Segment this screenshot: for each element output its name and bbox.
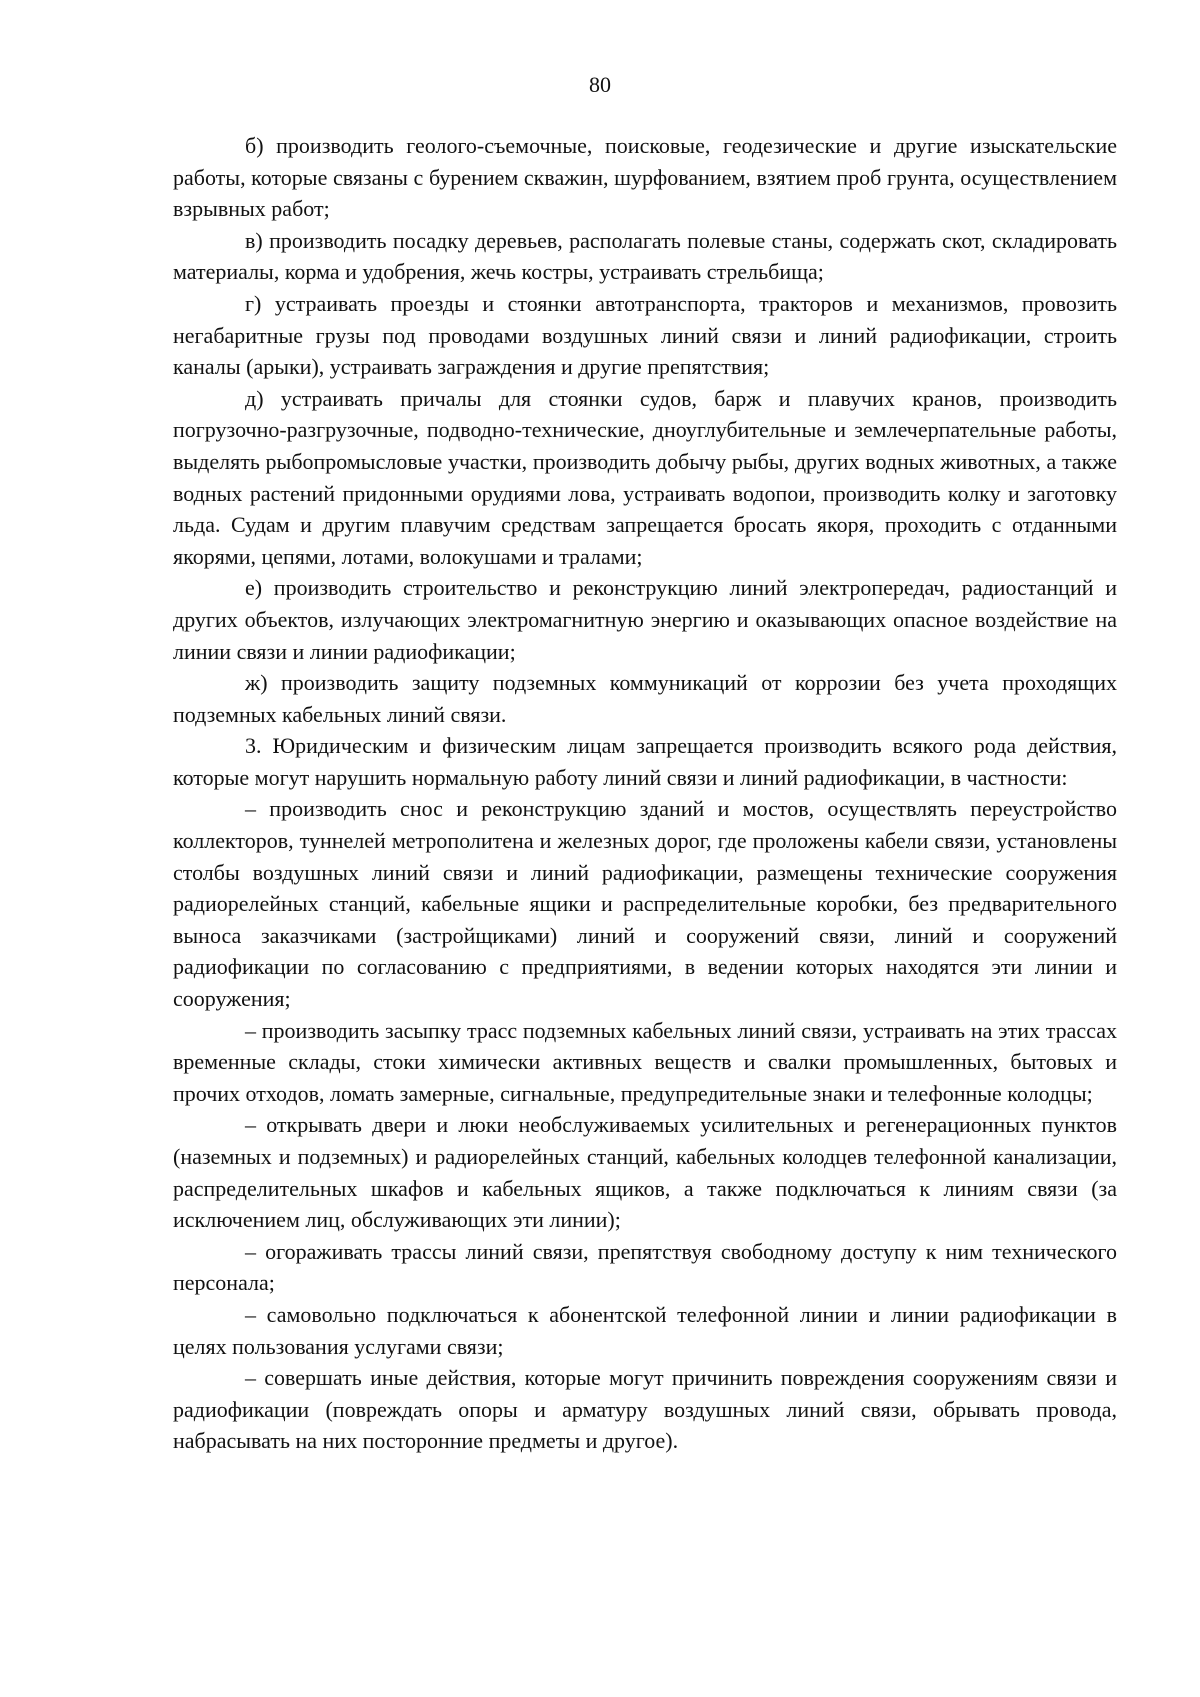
list-item-backfill: – производить засыпку трасс подземных кабельных линий связи, устраивать на этих трассах временные склады, стоки химически активных веществ и свалки промышленных, бытовых и прочих отходов, ломать замерные, сигнальные, предупредительные знаки и телефонные колодцы; (173, 1017, 1117, 1106)
paragraph-zh: ж) производить защиту подземных коммуникаций от коррозии без учета проходящих подземных кабельных линий связи. (173, 670, 1117, 727)
list-item-fencing: – огораживать трассы линий связи, препятствуя свободному доступу к ним технического персонала; (173, 1238, 1117, 1296)
list-item-other-actions: – совершать иные действия, которые могут причинить повреждения сооружениям связи и радиофикации (повреждать опоры и арматуру воздушных линий связи, обрывать провода, набрасывать на них посторонние предметы и другое). (173, 1365, 1117, 1454)
paragraph-e: е) производить строительство и реконструкцию линий электропередач, радиостанций и других объектов, излучающих электромагнитную энергию и оказывающих опасное воздействие на линии связи и линии радиофикации; (173, 575, 1117, 664)
page-number: 80 (589, 72, 611, 97)
list-item-open-doors: – открывать двери и люки необслуживаемых усилительных и регенерационных пунктов (наземных и подземных) и радиорелейных станций, кабельных колодцев телефонной канализации, распределительных шкафов и кабельных ящиков, а также подключаться к линиям связи (за исключением лиц, обслуживающих эти линии); (173, 1112, 1117, 1233)
list-item-demolition: – производить снос и реконструкцию зданий и мостов, осуществлять переустройство коллекторов, туннелей метрополитена и железных дорог, где проложены кабели связи, установлены столбы воздушных линий связи и линий радиофикации, размещены технические сооружения радиорелейных станций, кабельные ящики и распределительные коробки, без предварительного выноса заказчиками (застройщиками) линий и сооружений связи, линий и сооружений радиофикации по согласованию с предприятиями, в ведении которых находятся эти линии и сооружения; (173, 796, 1117, 1012)
list-item-unauthorized-connection: – самовольно подключаться к абонентской телефонной линии и линии радиофикации в целях пользования услугами связи; (173, 1301, 1117, 1359)
document-body (173, 130, 1117, 1457)
paragraph-g: г) устраивать проезды и стоянки автотранспорта, тракторов и механизмов, провозить негабаритные грузы под проводами воздушных линий связи и линий радиофикации, строить каналы (арыки), устраивать заграждения и другие препятствия; (173, 290, 1117, 380)
paragraph-section-3: 3. Юридическим и физическим лицам запрещается производить всякого рода действия, которые могут нарушить нормальную работу линий связи и линий радиофикации, в частности: (173, 733, 1117, 790)
paragraph-d: д) устраивать причалы для стоянки судов, барж и плавучих кранов, производить погрузочно-разгрузочные, подводно-технические, дноуглубительные и землечерпательные работы, выделять рыбопромысловые участки, производить добычу рыбы, других водных животных, а также водных растений придонными орудиями лова, устраивать водопои, производить колку и заготовку льда. Судам и другим плавучим средствам запрещается бросать якоря, проходить с отданными якорями, цепями, лотами, волокушами и тралами; (173, 385, 1117, 569)
paragraph-b: б) производить геолого-съемочные, поисковые, геодезические и другие изыскательские работы, которые связаны с бурением скважин, шурфованием, взятием проб грунта, осуществлением взрывных работ; (173, 133, 1117, 222)
paragraph-v: в) производить посадку деревьев, располагать полевые станы, содержать скот, складировать материалы, корма и удобрения, жечь костры, устраивать стрельбища; (173, 227, 1117, 285)
